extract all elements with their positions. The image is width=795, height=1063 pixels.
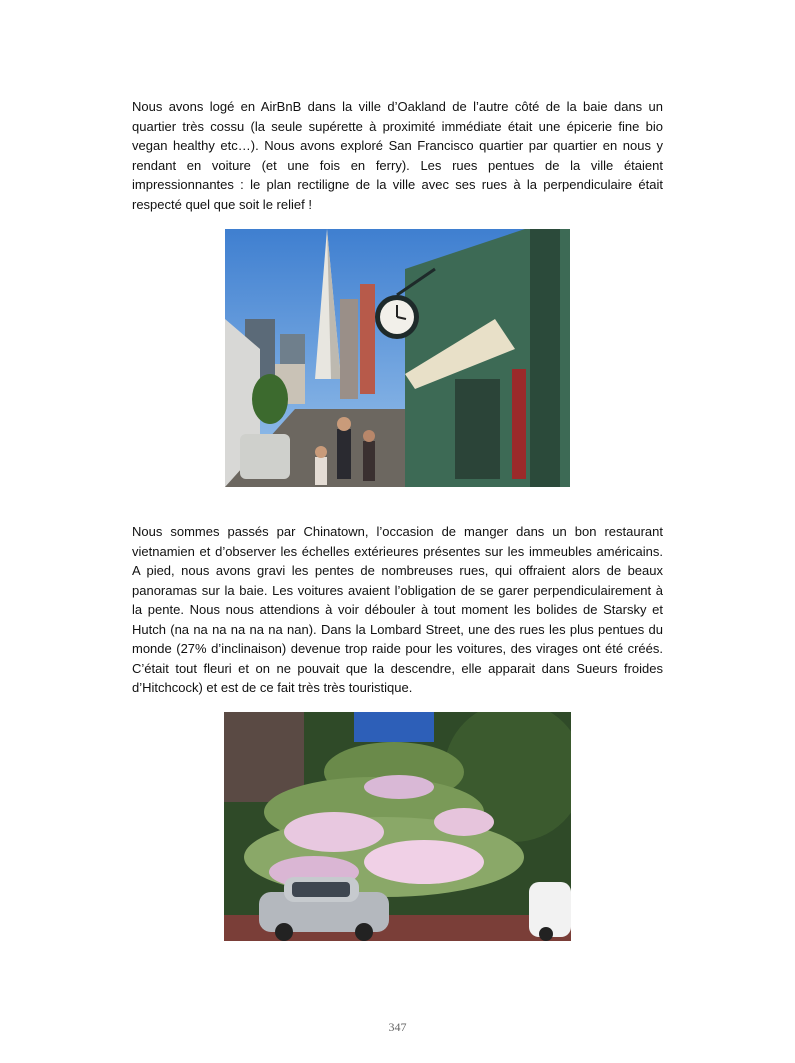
paragraph-san-francisco: Nous avons logé en AirBnB dans la ville d’Oakland de l’autre côté de la baie dans un quartier très cossu (la seule supérette à proximité immédiate était une épicerie fine bio vegan healthy etc…). Nous avons exploré San Francisco quartier par quartier en nous y rendant en voiture (et une fois en ferry). Les rues pentues de la ville étaient impressionnantes : le plan rectiligne de la ville avec ses rues à la perpendiculaire était respecté quel que soit le relief ! — [132, 99, 663, 212]
photo-san-francisco-street — [225, 229, 570, 487]
paragraph-chinatown-lombard: Nous sommes passés par Chinatown, l’occasion de manger dans un bon restaurant vietnamien et d’observer les échelles extérieures présentes sur les immeubles américains. A pied, nous avons gravi les pentes de nombreuses rues, qui offraient alors de beaux panoramas sur la baie. Les voitures avaient l’obligation de se garer perpendiculairement à la pente. Nous nous attendions à voir débouler à tout moment les bolides de Starsky et Hutch (na na na na na na nan). Dans la Lombard Street, une des rues les plus pentues du monde (27% d’inclinaison) devenue trop raide pour les voitures, des virages ont été créés. C’était tout fleuri et on ne pouvait que la descendre, elle apparait dans Sueurs froides d’Hitchcock) et est de ce fait très très touristique. — [132, 524, 663, 695]
page-number: 347 — [388, 1020, 407, 1034]
photo-lombard-street — [224, 712, 571, 941]
